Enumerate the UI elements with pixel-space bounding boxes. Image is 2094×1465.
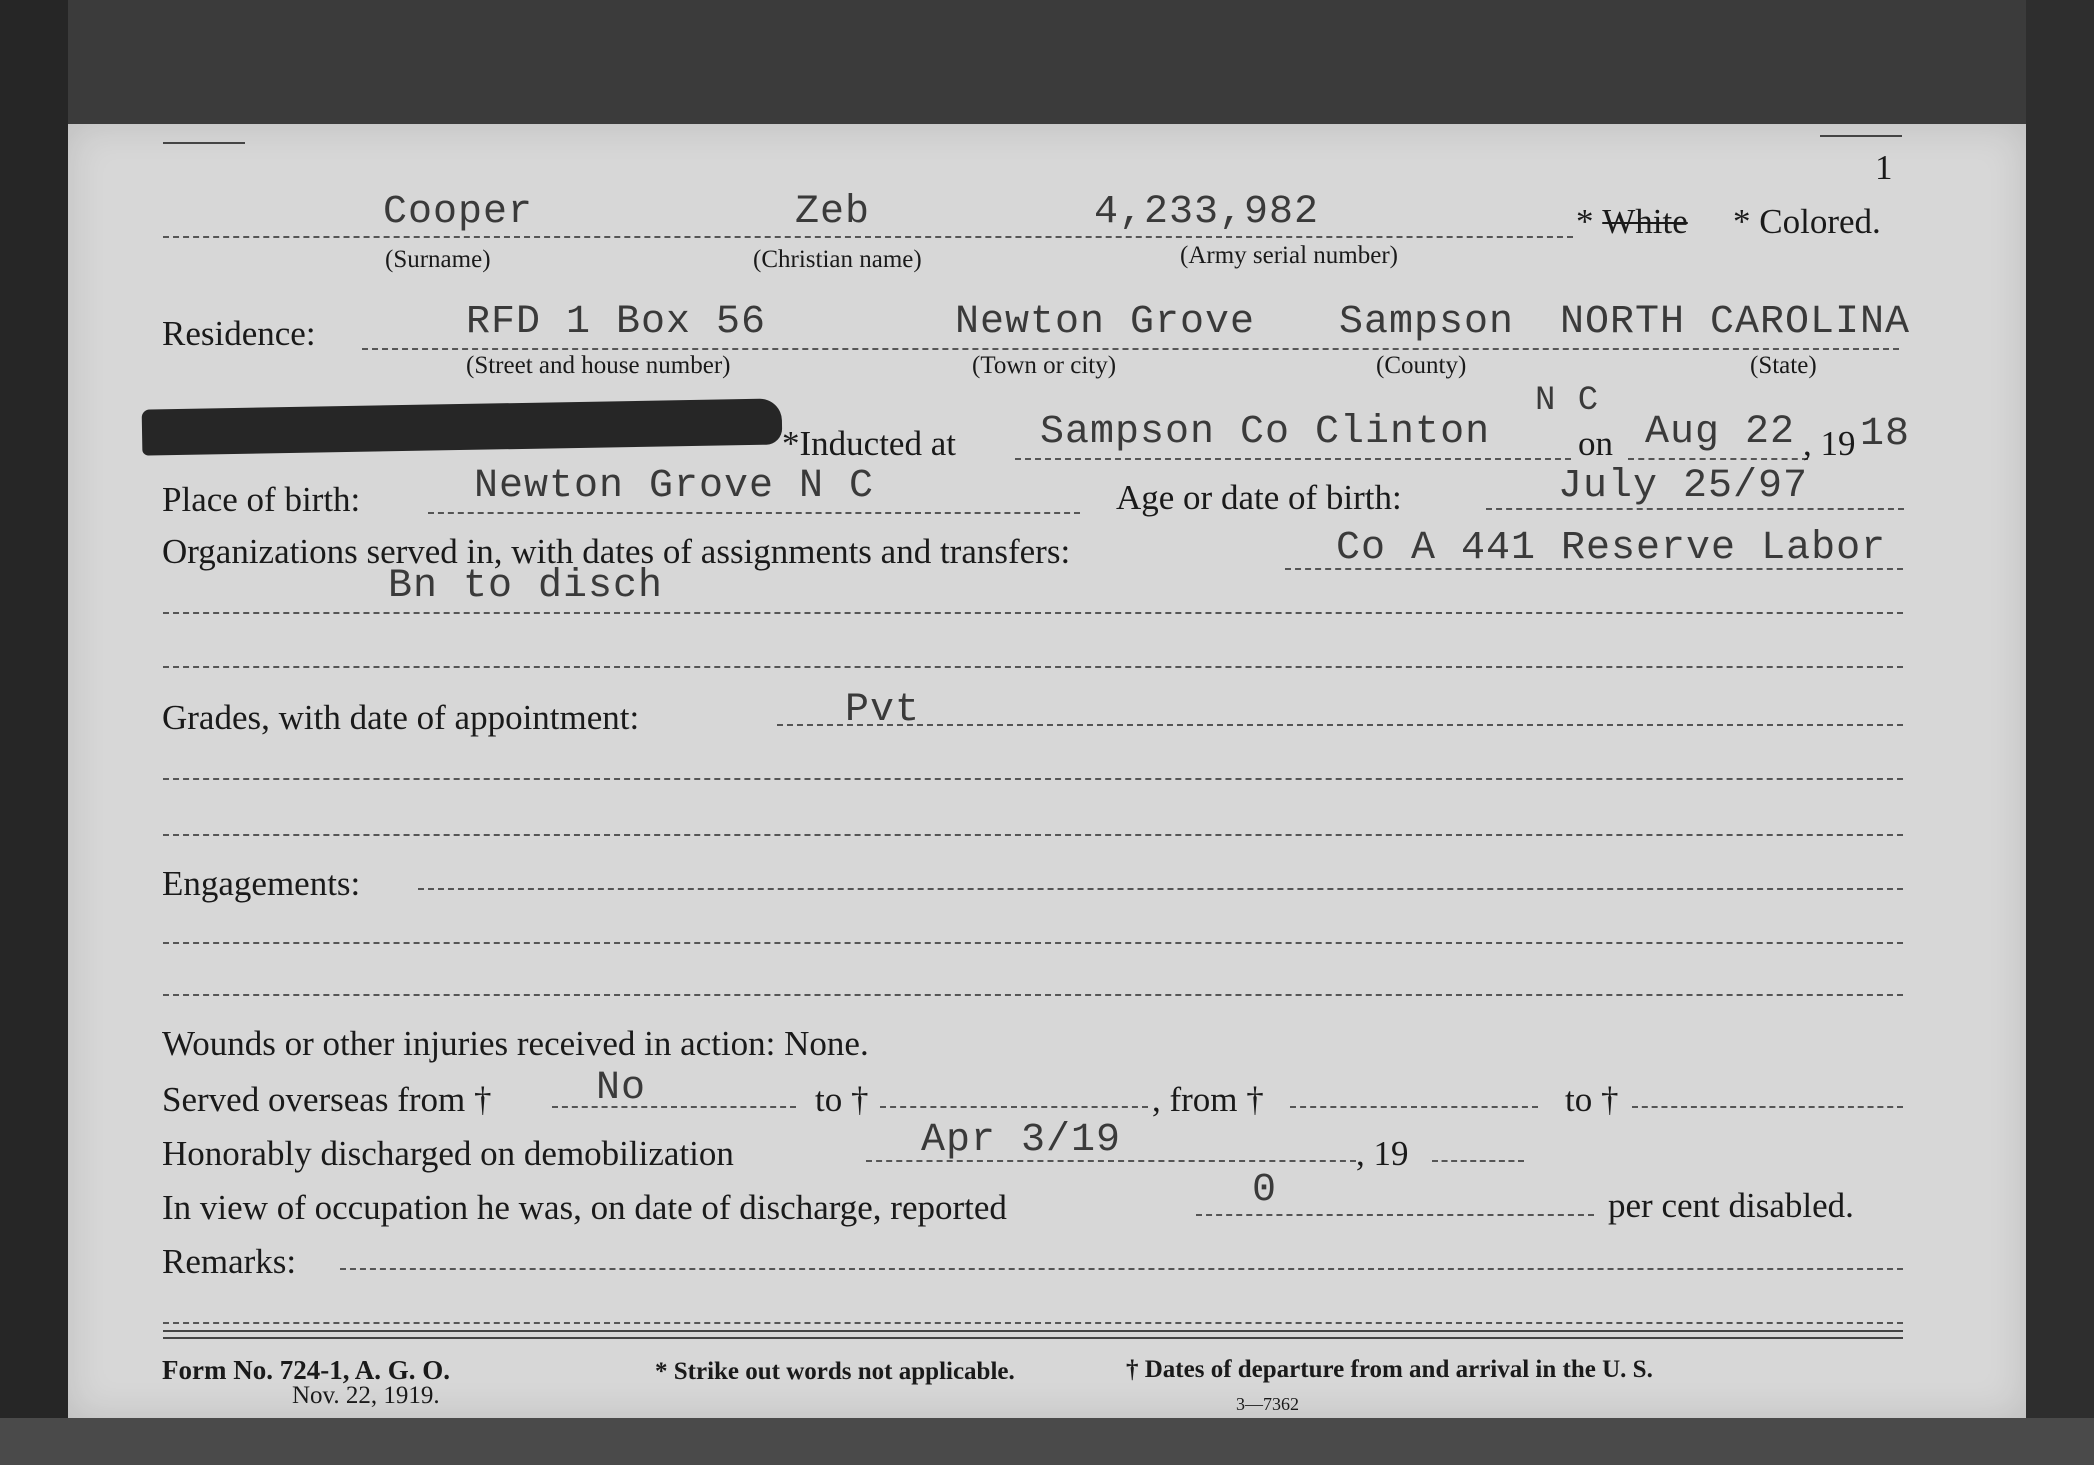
organizations-label: Organizations served in, with dates of assignments and transfers: xyxy=(162,532,1071,571)
inducted-label: *Inducted at xyxy=(782,424,956,463)
inducted-date-line xyxy=(1628,458,1808,460)
inducted-year-prefix: , 19 xyxy=(1803,424,1856,463)
scan-top-border xyxy=(0,0,2094,124)
place-of-birth-label: Place of birth: xyxy=(162,480,361,519)
organizations-line-3 xyxy=(163,666,1903,668)
scan-bottom-border xyxy=(0,1418,2094,1465)
inducted-place-value: Sampson Co Clinton xyxy=(1040,410,1491,455)
occupation-label: In view of occupation he was, on date of discharge, reported xyxy=(162,1188,1007,1227)
engagements-line-2 xyxy=(163,942,1903,944)
inducted-state-value: N C xyxy=(1535,382,1600,420)
christian-name-caption: (Christian name) xyxy=(753,246,922,273)
inducted-date-value: Aug 22 xyxy=(1645,410,1796,455)
overseas-to-line-2 xyxy=(1632,1106,1903,1108)
engagements-line-3 xyxy=(163,994,1903,996)
surname-value: Cooper xyxy=(383,190,534,235)
overseas-from-label-2: , from † xyxy=(1152,1080,1264,1119)
race-colored-option: * Colored. xyxy=(1733,202,1881,241)
grades-line-1 xyxy=(777,724,1903,726)
footer-rule-2 xyxy=(163,1337,1903,1339)
print-code: 3—7362 xyxy=(1236,1394,1299,1414)
grades-label: Grades, with date of appointment: xyxy=(162,698,640,737)
grades-line-2 xyxy=(163,778,1903,780)
grade-value: Pvt xyxy=(845,688,921,733)
engagements-label: Engagements: xyxy=(162,864,361,903)
inducted-line xyxy=(1015,458,1571,460)
remarks-label: Remarks: xyxy=(162,1242,297,1281)
overseas-from-line-2 xyxy=(1290,1106,1538,1108)
residence-county-value: Sampson xyxy=(1339,300,1515,345)
residence-town-value: Newton Grove xyxy=(955,300,1256,345)
organizations-line-2 xyxy=(163,612,1903,614)
inducted-on-label: on xyxy=(1578,424,1613,463)
residence-label: Residence: xyxy=(162,314,316,353)
disabled-line xyxy=(1196,1214,1594,1216)
per-cent-disabled-label: per cent disabled. xyxy=(1608,1186,1854,1225)
age-dob-label: Age or date of birth: xyxy=(1116,478,1402,517)
organization-value-1: Co A 441 Reserve Labor xyxy=(1336,526,1887,571)
scan-right-border xyxy=(2026,0,2094,1465)
organization-value-2: Bn to disch xyxy=(388,564,664,609)
town-caption: (Town or city) xyxy=(972,352,1117,379)
corner-mark-left xyxy=(163,142,245,144)
discharge-label: Honorably discharged on demobilization xyxy=(162,1134,734,1173)
race-white-option: * White xyxy=(1576,202,1688,241)
discharge-year-line xyxy=(1432,1160,1524,1162)
remarks-line-2 xyxy=(163,1322,1903,1324)
date-of-birth-value: July 25/97 xyxy=(1558,464,1809,509)
surname-caption: (Surname) xyxy=(385,246,491,273)
christian-name-value: Zeb xyxy=(795,190,871,235)
overseas-to-label-1: to † xyxy=(815,1080,869,1119)
form-date: Nov. 22, 1919. xyxy=(292,1382,440,1409)
discharge-year-prefix: , 19 xyxy=(1356,1134,1409,1173)
overseas-to-line-1 xyxy=(880,1106,1148,1108)
footer-rule-1 xyxy=(163,1330,1903,1332)
grades-line-3 xyxy=(163,834,1903,836)
state-caption: (State) xyxy=(1750,352,1817,379)
wounds-label: Wounds or other injuries received in action: None. xyxy=(162,1024,869,1063)
street-caption: (Street and house number) xyxy=(466,352,731,379)
name-line xyxy=(163,236,1573,238)
inducted-year-value: 18 xyxy=(1860,412,1911,457)
place-of-birth-value: Newton Grove N C xyxy=(474,464,875,509)
remarks-line-1 xyxy=(340,1268,1903,1270)
scan-left-border xyxy=(0,0,68,1465)
residence-line xyxy=(362,348,1899,350)
engagements-line-1 xyxy=(418,888,1903,890)
place-of-birth-line xyxy=(428,512,1080,514)
residence-state-value: NORTH CAROLINA xyxy=(1560,300,1911,345)
serial-caption: (Army serial number) xyxy=(1180,242,1398,269)
overseas-to-label-2: to † xyxy=(1565,1080,1619,1119)
strike-note: * Strike out words not applicable. xyxy=(655,1358,1015,1385)
overseas-from-value: No xyxy=(596,1066,647,1111)
serial-number-value: 4,233,982 xyxy=(1094,190,1320,235)
discharge-date-value: Apr 3/19 xyxy=(921,1118,1122,1163)
card-number: 1 xyxy=(1875,148,1893,187)
percent-disabled-value: 0 xyxy=(1252,1168,1278,1213)
overseas-from-line-1 xyxy=(552,1106,796,1108)
dates-note: † Dates of departure from and arrival in the U. S. xyxy=(1126,1356,1653,1383)
county-caption: (County) xyxy=(1376,352,1467,379)
corner-mark-right xyxy=(1820,135,1902,137)
served-overseas-label: Served overseas from † xyxy=(162,1080,492,1119)
form-number: Form No. 724-1, A. G. O. xyxy=(162,1355,450,1385)
residence-street-value: RFD 1 Box 56 xyxy=(466,300,767,345)
